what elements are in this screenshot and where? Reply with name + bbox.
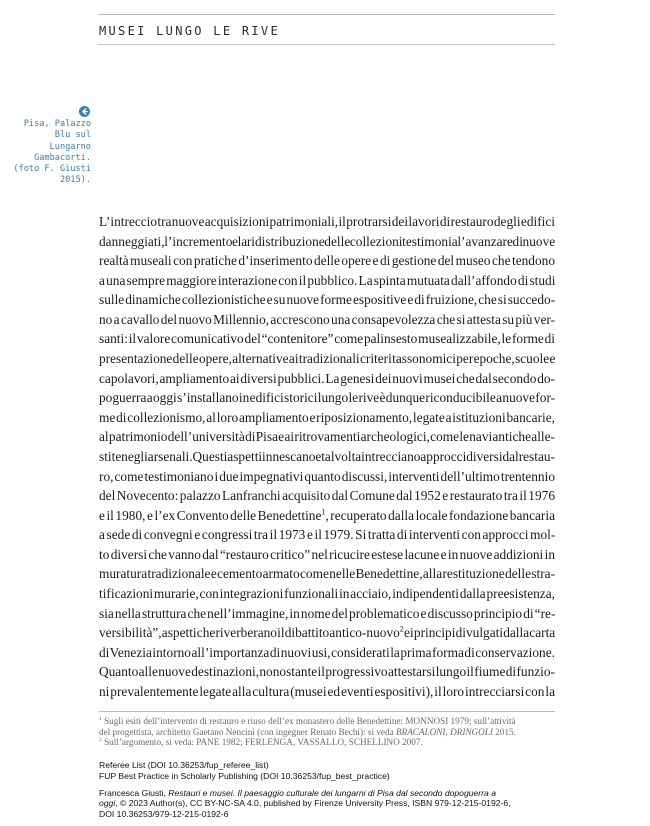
footnotes	[99, 716, 555, 748]
text-line: di Venezia intorno all’importanza di nuovi usi, considerati la prima forma di conservazione.	[99, 644, 555, 660]
text-line: al patrimonio dell’università di Pisa e ai ritrovamenti archeologici, come le navi antiche alle-	[99, 429, 555, 445]
text-line: danneggiati, l’incremento e la ridistribuzione delle collezioni testimonia l’avanzare di nuove	[99, 233, 556, 249]
text-line: santi: il valore comunicativo del “contenitore” come palinsesto musealizzabile, le forme di	[99, 331, 555, 347]
citation-line	[99, 788, 569, 799]
text-line: del Novecento: palazzo Lanfranchi acquisito dal Comune dal 1952 e restaurato tra il 1976	[99, 488, 555, 504]
text-segment: e i principi divulgati dalla carta	[403, 625, 556, 641]
book-title: Restauri e musei. Il paesaggio culturale dei lungarni di Pisa dal secondo dopoguerra a	[168, 787, 496, 798]
running-title: MUSEI LUNGO LE RIVE	[99, 24, 280, 38]
caption-line: Lungarno	[49, 141, 91, 152]
figure-caption	[1, 119, 91, 187]
text-segment: versibilità”, aspetti che riverberano il dibattito antico-nuovo	[99, 625, 400, 641]
best-practice-link[interactable]: FUP Best Practice in Scholarly Publishing (DOI 10.36253/fup_best_practice)	[99, 770, 390, 781]
footnote-citation: BRACALONI, DRINGOLI	[395, 726, 493, 737]
footnote-ref[interactable]: 1	[321, 507, 326, 517]
text-line: L’intreccio tra nuove acquisizioni patrimoniali, il protrarsi dei lavori di restauro degli edifici	[99, 214, 555, 229]
text-segment: , recuperato dalla locale fondazione bancaria	[325, 507, 555, 523]
text-line: capolavori, ampliamento ai diversi pubblici. La genesi dei nuovi musei che dal secondo do-	[99, 370, 555, 386]
body-paragraph	[99, 212, 555, 701]
text-line: sia nella struttura che nell’immagine, in nome del problematico e discusso principio di “re-	[99, 605, 556, 621]
text-line: muratura tradizionale e cemento armato come nelle Benedettine, alla restituzione delle stra-	[99, 566, 556, 582]
caption-line: Blu sul	[54, 130, 91, 141]
text-line: to diversi che vanno dal “restauro critico” nel ricucire estese lacune e in nuove addizioni in	[99, 546, 555, 562]
footnote-text: 2015.	[492, 726, 516, 737]
citation-line	[99, 798, 569, 809]
text-line: sulle dinamiche collezionistiche e su nuove forme espositive e di fruizione, che si succedo-	[99, 292, 556, 308]
doi-link[interactable]: DOI 10.36253/979-12-215-0192-6	[99, 809, 229, 820]
text-line	[99, 506, 555, 526]
footnote-1	[99, 716, 555, 727]
text-line: a una sempre maggiore interazione con il pubblico. La spinta mutuata dall’affondo di studi	[99, 272, 556, 288]
footnote-number: 2	[99, 737, 102, 744]
caption-line: (foto F. Giusti	[13, 164, 91, 175]
book-title: oggi	[99, 798, 116, 809]
caption-line: 2015).	[59, 175, 91, 186]
text-line: poguerra a oggi s’installano in edifici storici lungo le rive è dunque riconducibile a nuove for-	[99, 390, 556, 406]
footnote-text: Sull’argomento, si veda: PANE 1982; FERLENGA, VASSALLO, SCHELLINO 2007.	[104, 737, 423, 748]
author: Francesca Giusti,	[99, 787, 169, 798]
text-line: a sede di convegni e congressi tra il 1973 e il 1979. Si tratta di interventi con approcci mol-	[99, 527, 556, 543]
text-line	[99, 623, 555, 643]
footnote-text: Sugli esiti dell’intervento di restauro e riuso dell’ex monastero delle Benedettine: MONNOSI 1979; sull’attività	[104, 716, 516, 726]
text-line: me di collezionismo, al loro ampliamento e riposizionamento, legate a istituzioni bancarie,	[99, 409, 555, 425]
text-line: tificazioni murarie, con integrazioni funzionali in acciaio, indipendenti dalla preesistenza,	[99, 585, 555, 601]
text-line: stite negli arsenali. Questi aspetti innescano e talvolta intrecciano approcci diversi dal restau-	[99, 448, 555, 464]
arrow-left-circle-icon	[79, 106, 90, 117]
text-line: Quanto alle nuove destinazioni, nonostante il progressivo attestarsi lungo il fiume di funzio-	[99, 664, 555, 680]
text-line: presentazione delle opere, alternative ai tradizionali criteri tassonomici per epoche, scuole e	[99, 351, 556, 367]
caption-line: Pisa, Palazzo	[23, 119, 91, 129]
license-block	[99, 760, 569, 820]
referee-list-link[interactable]: Referee List (DOI 10.36253/fup_referee_list)	[99, 760, 269, 770]
footnote-rule	[99, 711, 555, 712]
text-line: realtà museali con pratiche d’inserimento delle opere e di gestione del museo che tendono	[99, 253, 555, 269]
text-segment: e il 1980, e l’ex Convento delle Benedettine	[99, 507, 322, 523]
text-line: ni prevalentemente legate alla cultura (musei ed eventi espositivi), il loro intrecciarsi con la	[99, 683, 555, 699]
text-line: no a cavallo del nuovo Millennio, accrescono una consapevolezza che si attesta su più ver-	[99, 311, 556, 327]
footnote-2	[99, 737, 555, 748]
footnote-text: del progettista, architetto Gaetano Nencini (con ingegner Renato Bechi): si veda	[99, 726, 396, 737]
top-rule	[98, 14, 555, 15]
footnote-1-cont	[99, 727, 555, 738]
caption-line: Gambacorti.	[34, 152, 91, 163]
footnote-number: 1	[99, 715, 102, 722]
publication-info: , © 2023 Author(s), CC BY-NC-SA 4.0, published by Firenze University Press, ISBN 979-12-215-0192-6,	[115, 798, 511, 809]
text-line: ro, come testimoniano i due impegnativi quanto discussi, interventi dell’ultimo trentennio	[99, 468, 555, 484]
footnote-ref[interactable]: 2	[399, 624, 404, 634]
header-rule	[98, 44, 555, 45]
